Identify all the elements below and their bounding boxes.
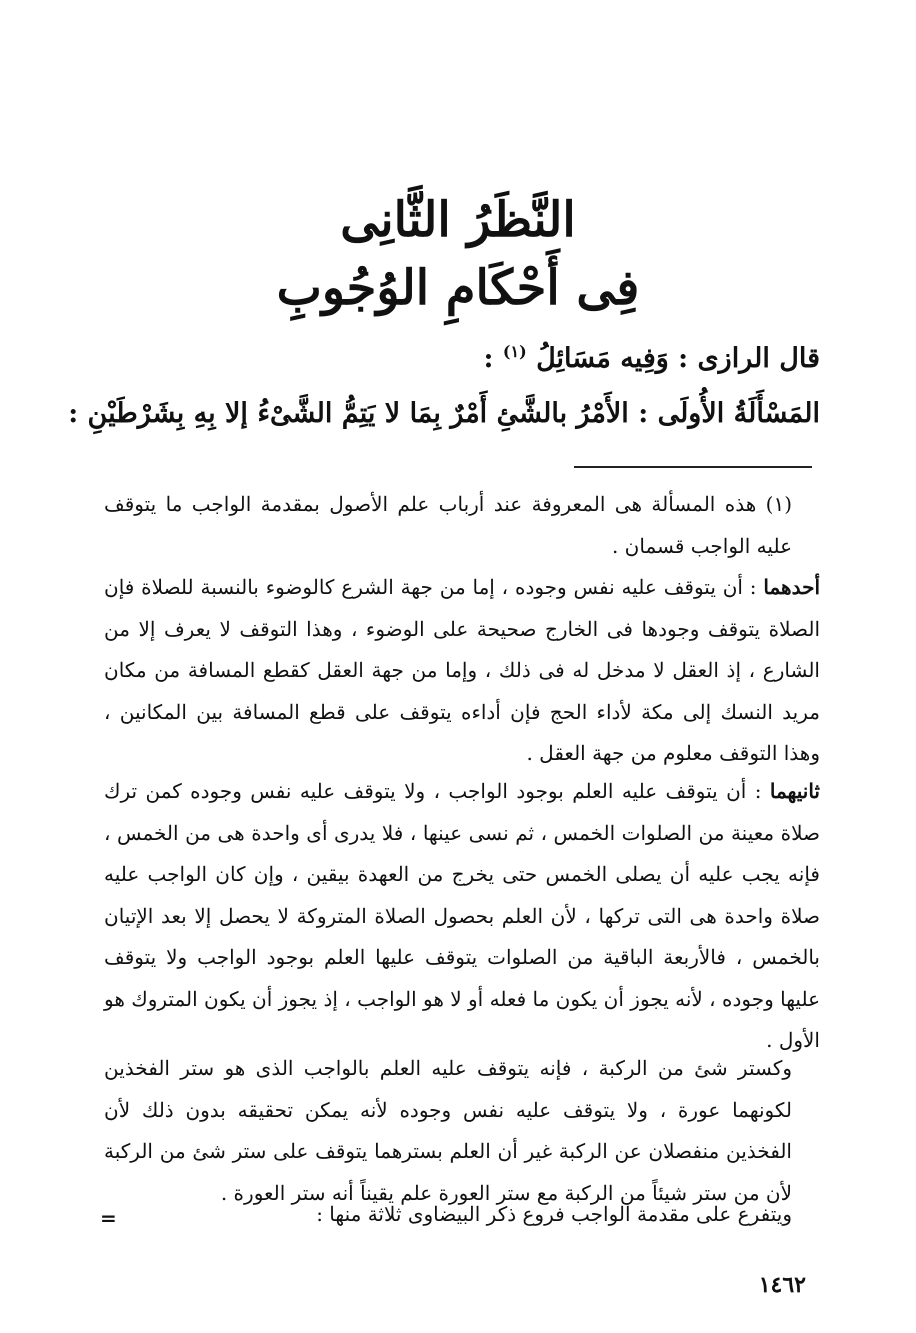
footnote-text-5: ويتفرع على مقدمة الواجب فروع ذكر البيضاوى ثلاثة منها : [316,1202,792,1226]
footnote-text-1: (١) هذه المسألة هى المعروفة عند أرباب علم الأصول بمقدمة الواجب ما يتوقف عليه الواجب قسمان . [104,492,792,558]
razi-intro-text: قال الرازى : وَفِيه مَسَائِلُ [536,343,820,374]
footnote-marker[interactable]: (١) [502,342,527,361]
paragraph-lead: ثانيهما [769,779,820,803]
razi-intro-tail: : [483,343,494,374]
footnote-paragraph-3 [104,771,820,1062]
footnote-paragraph-5 [104,1194,820,1236]
footnote-paragraph-4 [104,1048,820,1214]
paragraph-body: : أن يتوقف عليه نفس وجوده ، إما من جهة الشرع كالوضوء بالنسبة للصلاة فإن الصلاة يتوقف وجودها فى الخارج صحيحة على الوضوء ، وهذا التوقف لا يعرف إلا من الشارع ، إذ العقل لا مدخل له فى ذلك ، وإما من جهة العقل كقطع المسافة من مكان مريد النسك إلى مكة لأداء الحج فإن أداءه يتوقف على قطع المسافة بين المكانين ، وهذا التوقف معلوم من جهة العقل . [104,575,820,765]
continuation-mark: = [100,1206,117,1230]
paragraph-body: : أن يتوقف عليه العلم بوجود الواجب ، ولا يتوقف عليه نفس وجوده كمن ترك صلاة معينة من الصلوات الخمس ، ثم نسى عينها ، فلا يدرى أى واحدة هى من الخمس ، فإنه يجب عليه أن يصلى الخمس حتى يخرج من العهدة بيقين ، وإن كان الواجب عليه صلاة واحدة هى التى تركها ، لأن العلم بحصول الصلاة المتروكة لا يحصل إلا بعد الإتيان بالخمس ، فالأربعة الباقية من الصلوات يتوقف عليها العلم بوجود الواجب ولا يتوقف عليها وجوده ، لأنه يجوز أن يكون ما فعله أو لا هو الواجب ، إذ يجوز أن يكون المتروك هو الأول . [104,779,820,1052]
footnote-paragraph-1 [104,484,820,567]
footnote-text-3 [104,771,820,1062]
page-number: ١٤٦٢ [758,1272,806,1298]
footnote-separator [574,466,812,468]
footnote-paragraph-2 [104,567,820,775]
footnote-text-4: وكستر شئ من الركبة ، فإنه يتوقف عليه العلم بالواجب الذى هو ستر الفخذين لكونهما عورة ، ولا يتوقف عليه نفس وجوده لأنه يمكن تحقيقه بدون ذلك لأن الفخذين منفصلان عن الركبة غير أن العلم بسترهما يتوقف على ستر شئ من الركبة لأن من ستر شيئاً من الركبة مع ستر العورة علم يقيناً أنه ستر العورة . [104,1056,792,1205]
section-subtitle: فِى أَحْكَامِ الوُجُوبِ [276,260,640,316]
footnote-text-2 [104,567,820,775]
razi-intro-line [100,332,820,379]
first-issue-heading: المَسْأَلَةُ الأُولَى : الأَمْرُ بالشَّئِ أَمْرٌ بِمَا لا يَتِمُّ الشَّىْءُ إلا بِهِ بِشَرْطَيْنِ : [68,398,820,429]
paragraph-lead: أحدهما [763,575,820,599]
section-title: النَّظَرُ الثَّانِى [340,192,576,248]
